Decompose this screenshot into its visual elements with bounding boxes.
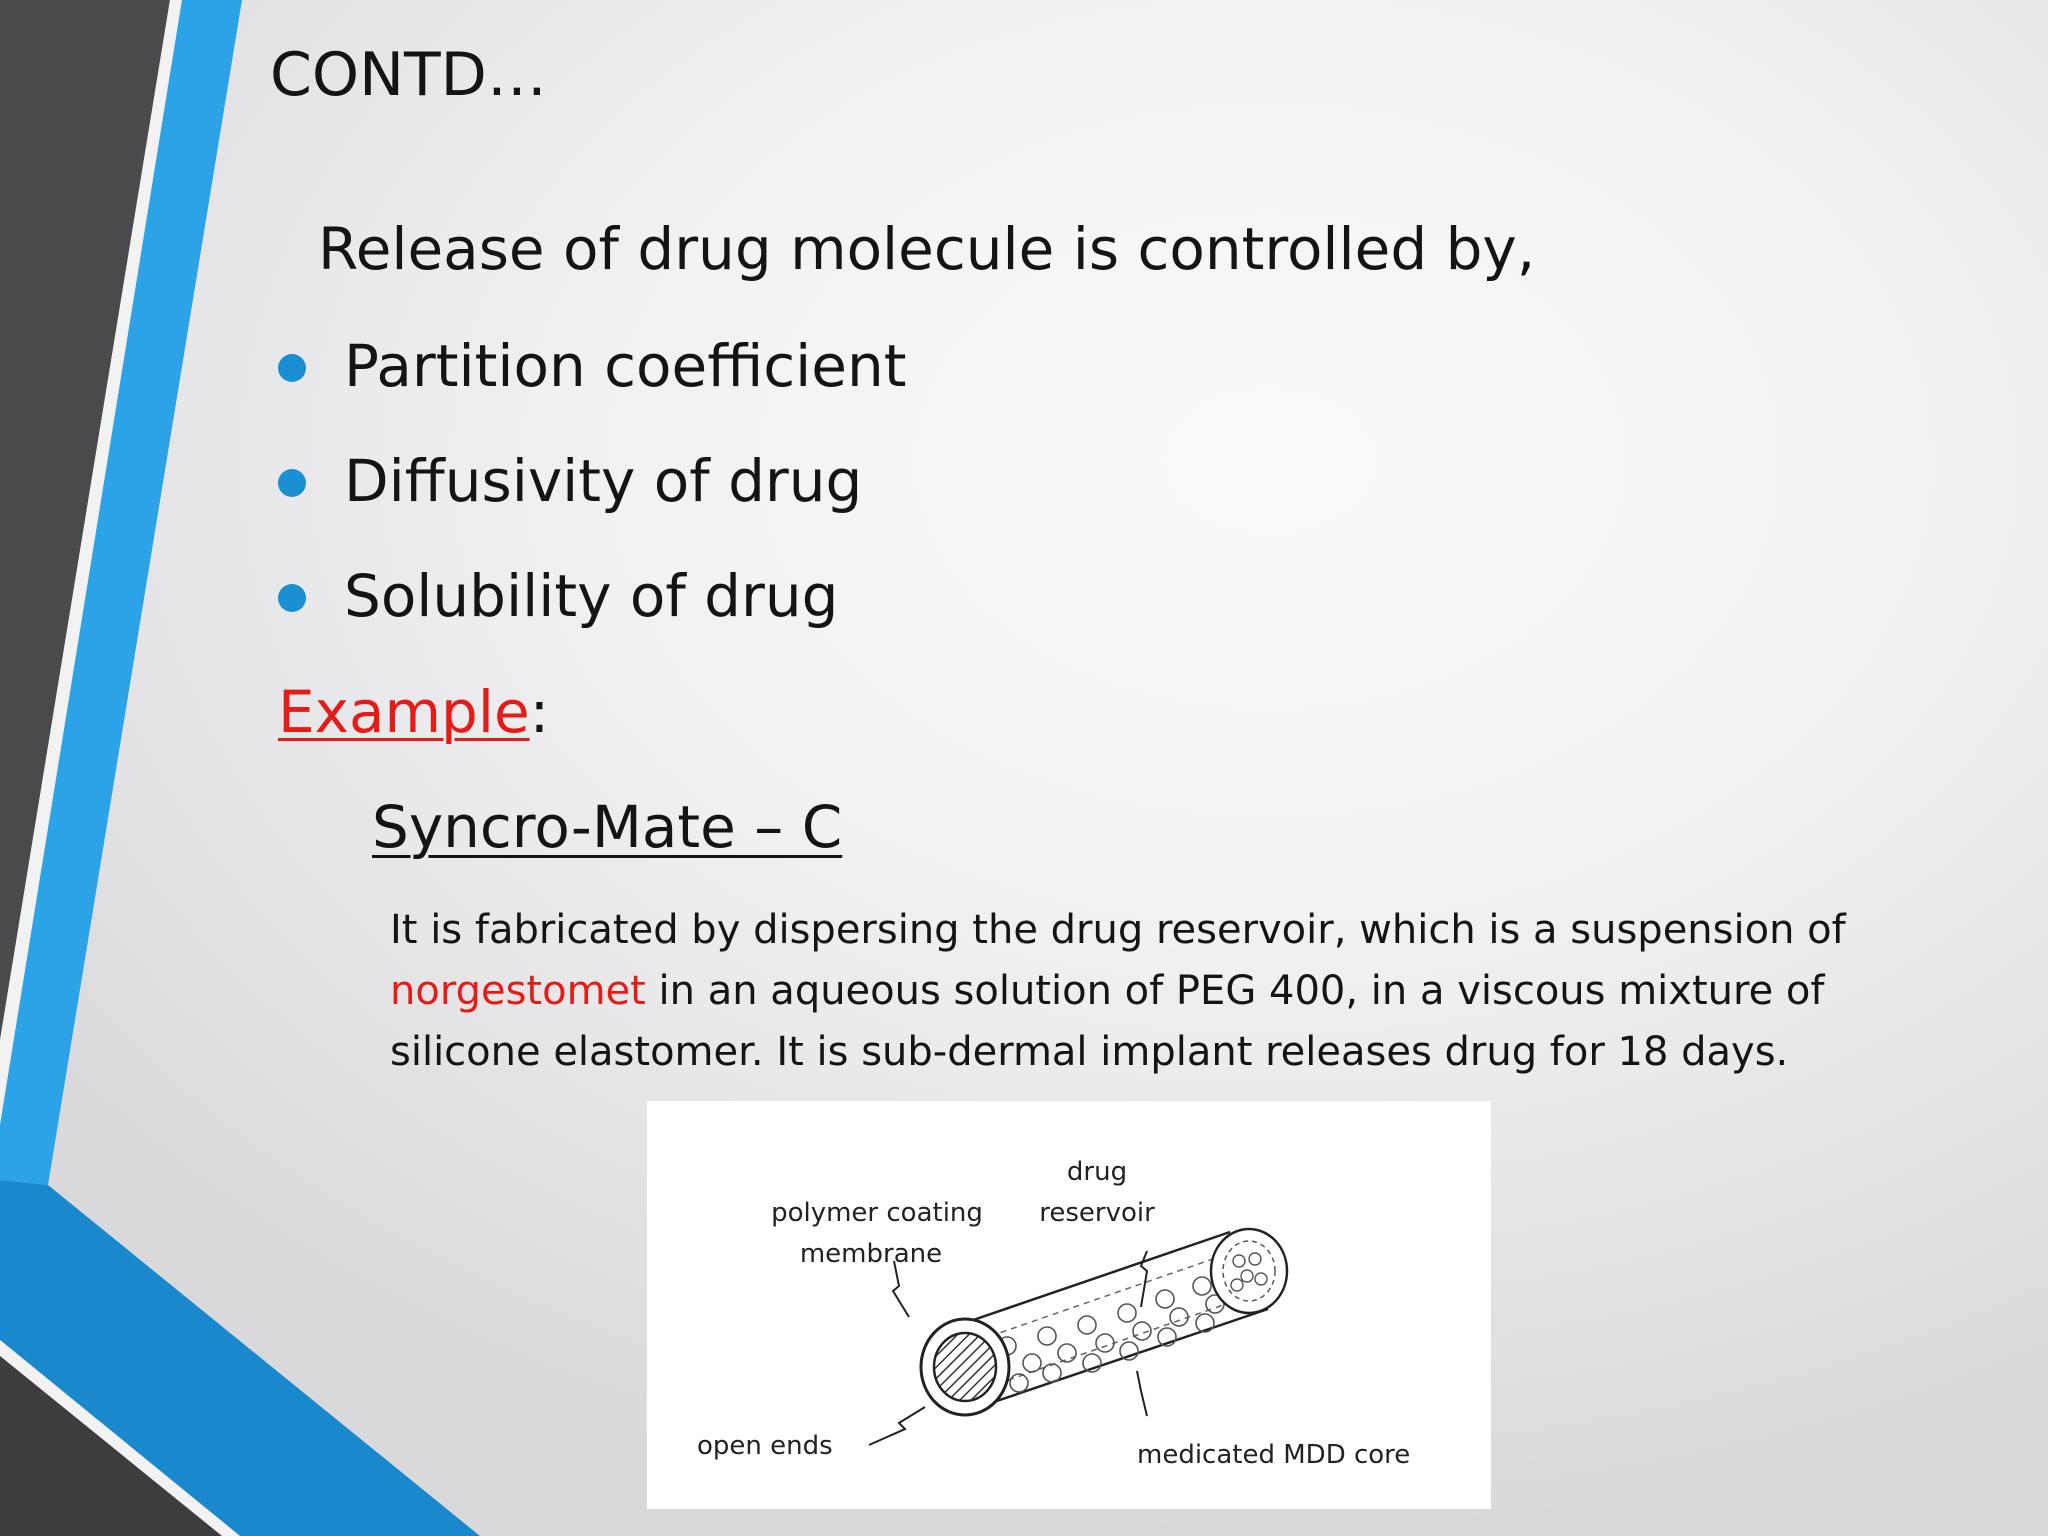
example-heading (278, 678, 549, 746)
label-polymer-line1: polymer coating (771, 1198, 983, 1228)
leader-lines (869, 1251, 1147, 1445)
bullet-text: Solubility of drug (344, 562, 839, 630)
description-highlight: norgestomet (390, 968, 646, 1014)
intro-text: Release of drug molecule is controlled by, (318, 215, 1536, 283)
label-drug-reservoir-line1: drug (1066, 1157, 1128, 1187)
bullet-dot-icon (278, 354, 306, 382)
product-name: Syncro-Mate – C (372, 793, 843, 861)
description-paragraph (390, 900, 1870, 1083)
implant-tube (921, 1229, 1287, 1415)
implant-diagram-svg (647, 1101, 1491, 1509)
bullet-dot-icon (278, 469, 306, 497)
implant-diagram (647, 1101, 1491, 1509)
bullet-dot-icon (278, 584, 306, 612)
bullet-text: Partition coefficient (344, 332, 907, 400)
label-polymer-line2: membrane (799, 1239, 943, 1269)
example-colon: : (529, 678, 550, 746)
description-part2: in an aqueous solution of PEG 400, in a viscous mixture of silicone elastomer. It is sub-dermal implant releases drug for 18 days. (390, 968, 1825, 1075)
label-core: medicated MDD core (1137, 1440, 1411, 1470)
label-drug-reservoir-line2: reservoir (1039, 1198, 1155, 1228)
label-open-ends: open ends (697, 1431, 833, 1461)
description-part1: It is fabricated by dispersing the drug reservoir, which is a suspension of (390, 907, 1846, 953)
bullet-text: Diffusivity of drug (344, 447, 863, 515)
example-label: Example (278, 678, 530, 746)
slide-title: CONTD… (270, 40, 547, 110)
